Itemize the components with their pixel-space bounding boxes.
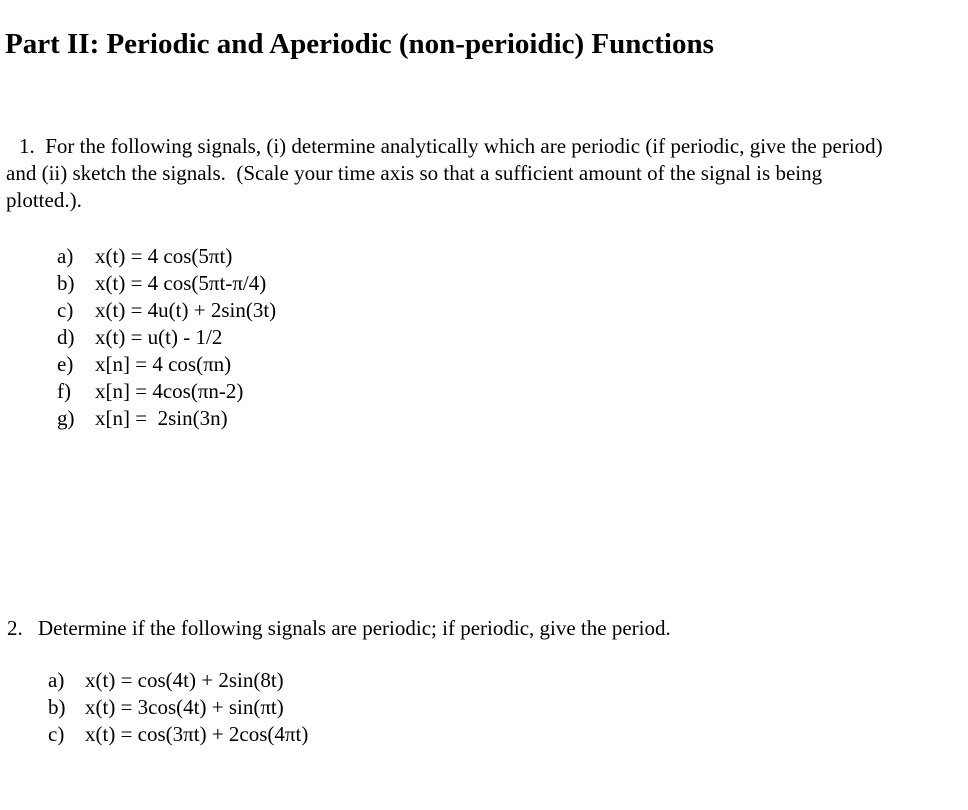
list-item <box>57 351 276 378</box>
item-formula: x(t) = 4 cos(5πt) <box>95 244 233 268</box>
item-label: f) <box>57 379 71 403</box>
item-formula: x(t) = 4u(t) + 2sin(3t) <box>95 298 277 322</box>
item-formula: x(t) = cos(4t) + 2sin(8t) <box>85 668 284 692</box>
item-formula: x(t) = 4 cos(5πt-π/4) <box>95 271 267 295</box>
item-formula: x[n] = 4 cos(πn) <box>95 352 232 376</box>
list-item <box>57 405 276 432</box>
item-label: b) <box>57 271 75 295</box>
question-1-paragraph <box>6 133 956 214</box>
list-item <box>48 694 308 721</box>
question-2-list <box>48 667 308 748</box>
list-item <box>48 667 308 694</box>
item-label: e) <box>57 352 74 376</box>
list-item <box>48 721 308 748</box>
question-1-line: and (ii) sketch the signals. (Scale your time axis so that a sufficient amount of the signal is being <box>6 161 823 185</box>
list-item <box>57 324 276 351</box>
item-label: g) <box>57 406 75 430</box>
question-2-number: 2. <box>7 616 23 640</box>
item-formula: x(t) = 3cos(4t) + sin(πt) <box>85 695 284 719</box>
item-formula: x[n] = 2sin(3n) <box>95 406 228 430</box>
question-2-heading <box>7 615 671 642</box>
list-item <box>57 297 276 324</box>
list-item <box>57 243 276 270</box>
question-2-text: Determine if the following signals are periodic; if periodic, give the period. <box>38 616 671 640</box>
question-1-list <box>57 243 276 432</box>
item-formula: x(t) = u(t) - 1/2 <box>95 325 223 349</box>
question-1-line: 1. For the following signals, (i) determine analytically which are periodic (if periodic, give the period) <box>19 134 883 158</box>
item-formula: x(t) = cos(3πt) + 2cos(4πt) <box>85 722 309 746</box>
item-label: b) <box>48 695 66 719</box>
item-label: a) <box>48 668 65 692</box>
item-label: a) <box>57 244 74 268</box>
item-label: c) <box>57 298 74 322</box>
document-title: Part II: Periodic and Aperiodic (non-perioidic) Functions <box>5 28 714 60</box>
list-item <box>57 270 276 297</box>
list-item <box>57 378 276 405</box>
item-label: c) <box>48 722 65 746</box>
item-label: d) <box>57 325 75 349</box>
item-formula: x[n] = 4cos(πn-2) <box>95 379 244 403</box>
question-1-line: plotted.). <box>6 188 82 212</box>
